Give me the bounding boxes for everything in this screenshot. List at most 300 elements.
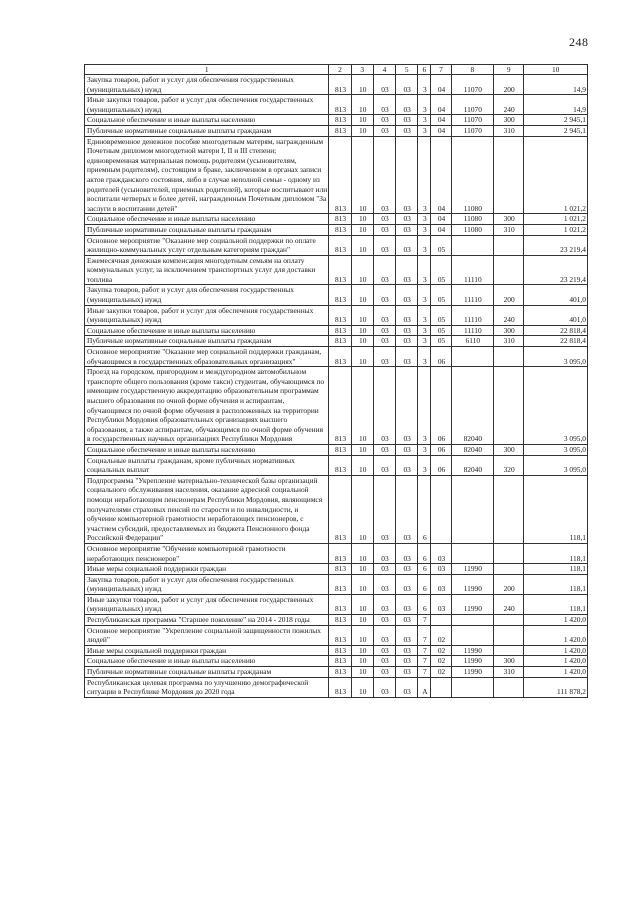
amount-cell: 1 420,0 [524, 645, 588, 656]
header-cell: 4 [373, 65, 395, 75]
expense-type-cell [494, 615, 524, 626]
amount-cell: 401,0 [524, 285, 588, 305]
event-cell: 05 [431, 255, 451, 285]
expense-type-cell: 300 [494, 444, 524, 455]
subprogram-cell: 3 [418, 136, 431, 214]
event-cell: 02 [431, 625, 451, 645]
direction-cell: 11110 [451, 305, 493, 325]
expense-type-cell: 310 [494, 224, 524, 235]
event-cell: 06 [431, 347, 451, 367]
direction-cell: 11070 [451, 95, 493, 115]
expense-type-cell [494, 367, 524, 445]
ministry-code-cell: 813 [329, 667, 351, 678]
event-cell: 04 [431, 125, 451, 136]
section-cell: 10 [351, 564, 373, 575]
event-cell: 05 [431, 336, 451, 347]
table-row [85, 475, 588, 543]
subprogram-cell: 3 [418, 235, 431, 255]
section-cell: 10 [351, 325, 373, 336]
direction-cell [451, 475, 493, 543]
program-cell: 03 [396, 347, 418, 367]
direction-cell: 11080 [451, 224, 493, 235]
table-row [85, 656, 588, 667]
event-cell: 04 [431, 224, 451, 235]
subprogram-cell: 3 [418, 95, 431, 115]
amount-cell: 1 420,0 [524, 667, 588, 678]
table-body [85, 75, 588, 698]
direction-cell: 11990 [451, 645, 493, 656]
subprogram-cell: 3 [418, 325, 431, 336]
event-cell: 04 [431, 95, 451, 115]
program-cell: 03 [396, 656, 418, 667]
direction-cell: 82040 [451, 367, 493, 445]
item-name-cell: Иные закупки товаров, работ и услуг для обеспечения государственных (муниципальных) нужд [85, 594, 329, 614]
direction-cell: 11990 [451, 594, 493, 614]
program-cell: 03 [396, 305, 418, 325]
subprogram-cell: 6 [418, 594, 431, 614]
item-name-cell: Проезд на городском, пригородном и междугородном автомобильном транспорте общего пользования (кроме такси) студентам, обучающимся по имеющим государственную аккредитацию образовательным программам высшего образования по очной форме обучения и аспирантам, обучающимся по очной форме обучения в расположенных на территории Республики Мордовия образовательных организациях высшего образования, а также аспирантам, обучающимся по очной форме обучения в государственных научных организациях Республики Мордовия [85, 367, 329, 445]
item-name-cell: Иные закупки товаров, работ и услуг для обеспечения государственных (муниципальных) нужд [85, 305, 329, 325]
subsection-cell: 03 [373, 214, 395, 225]
item-name-cell: Публичные нормативные социальные выплаты гражданам [85, 125, 329, 136]
header-cell: 7 [431, 65, 451, 75]
section-cell: 10 [351, 645, 373, 656]
subsection-cell: 03 [373, 125, 395, 136]
expense-type-cell [494, 347, 524, 367]
ministry-code-cell: 813 [329, 656, 351, 667]
section-cell: 10 [351, 115, 373, 126]
expense-type-cell [494, 475, 524, 543]
subprogram-cell: 3 [418, 367, 431, 445]
program-cell: 03 [396, 444, 418, 455]
event-cell: 02 [431, 656, 451, 667]
ministry-code-cell: 813 [329, 645, 351, 656]
program-cell: 03 [396, 95, 418, 115]
subprogram-cell: 3 [418, 125, 431, 136]
subsection-cell: 03 [373, 677, 395, 697]
section-cell: 10 [351, 75, 373, 95]
ministry-code-cell: 813 [329, 136, 351, 214]
subsection-cell: 03 [373, 564, 395, 575]
amount-cell: 111 878,2 [524, 677, 588, 697]
subsection-cell: 03 [373, 75, 395, 95]
table-row [85, 667, 588, 678]
program-cell: 03 [396, 367, 418, 445]
subprogram-cell: 3 [418, 214, 431, 225]
direction-cell: 11990 [451, 656, 493, 667]
subprogram-cell: 3 [418, 455, 431, 475]
amount-cell: 2 945,1 [524, 125, 588, 136]
item-name-cell: Социальное обеспечение и иные выплаты населению [85, 325, 329, 336]
subprogram-cell: 6 [418, 543, 431, 563]
program-cell: 03 [396, 543, 418, 563]
amount-cell: 1 420,0 [524, 625, 588, 645]
section-cell: 10 [351, 285, 373, 305]
amount-cell: 401,0 [524, 305, 588, 325]
amount-cell: 118,1 [524, 475, 588, 543]
item-name-cell: Республиканская целевая программа по улучшению демографической ситуации в Республике Мордовия до 2020 года [85, 677, 329, 697]
direction-cell: 11110 [451, 285, 493, 305]
table-row [85, 347, 588, 367]
ministry-code-cell: 813 [329, 543, 351, 563]
expense-type-cell: 310 [494, 336, 524, 347]
subprogram-cell: 3 [418, 336, 431, 347]
ministry-code-cell: 813 [329, 615, 351, 626]
subprogram-cell: 7 [418, 645, 431, 656]
amount-cell: 14,9 [524, 75, 588, 95]
header-cell: 5 [396, 65, 418, 75]
table-row [85, 594, 588, 614]
subprogram-cell: 7 [418, 615, 431, 626]
item-name-cell: Публичные нормативные социальные выплаты гражданам [85, 336, 329, 347]
table-row [85, 95, 588, 115]
subsection-cell: 03 [373, 224, 395, 235]
table-row [85, 255, 588, 285]
header-cell: 6 [418, 65, 431, 75]
subsection-cell: 03 [373, 594, 395, 614]
ministry-code-cell: 813 [329, 255, 351, 285]
item-name-cell: Иные меры социальной поддержки граждан [85, 564, 329, 575]
table-row [85, 677, 588, 697]
table-row [85, 115, 588, 126]
section-cell: 10 [351, 125, 373, 136]
subprogram-cell: 3 [418, 444, 431, 455]
direction-cell: 11990 [451, 667, 493, 678]
section-cell: 10 [351, 594, 373, 614]
ministry-code-cell: 813 [329, 444, 351, 455]
program-cell: 03 [396, 125, 418, 136]
program-cell: 03 [396, 475, 418, 543]
direction-cell [451, 615, 493, 626]
table-row [85, 214, 588, 225]
item-name-cell: Социальные выплаты гражданам, кроме публичных нормативных социальных выплат [85, 455, 329, 475]
ministry-code-cell: 813 [329, 594, 351, 614]
amount-cell: 118,1 [524, 574, 588, 594]
event-cell: 03 [431, 594, 451, 614]
table-row [85, 336, 588, 347]
subprogram-cell: 7 [418, 656, 431, 667]
budget-table [84, 64, 588, 698]
expense-type-cell [494, 677, 524, 697]
program-cell: 03 [396, 75, 418, 95]
subsection-cell: 03 [373, 305, 395, 325]
subsection-cell: 03 [373, 475, 395, 543]
section-cell: 10 [351, 224, 373, 235]
direction-cell: 11080 [451, 136, 493, 214]
amount-cell: 23 219,4 [524, 235, 588, 255]
header-row [85, 65, 588, 75]
item-name-cell: Социальное обеспечение и иные выплаты населению [85, 656, 329, 667]
direction-cell: 11070 [451, 125, 493, 136]
item-name-cell: Публичные нормативные социальные выплаты гражданам [85, 667, 329, 678]
program-cell: 03 [396, 136, 418, 214]
amount-cell: 3 095,0 [524, 455, 588, 475]
section-cell: 10 [351, 347, 373, 367]
amount-cell: 14,9 [524, 95, 588, 115]
subsection-cell: 03 [373, 543, 395, 563]
amount-cell: 22 818,4 [524, 336, 588, 347]
direction-cell: 6110 [451, 336, 493, 347]
header-cell: 8 [451, 65, 493, 75]
amount-cell: 3 095,0 [524, 367, 588, 445]
direction-cell: 11110 [451, 325, 493, 336]
amount-cell: 23 219,4 [524, 255, 588, 285]
subsection-cell: 03 [373, 136, 395, 214]
subsection-cell: 03 [373, 667, 395, 678]
expense-type-cell: 300 [494, 115, 524, 126]
amount-cell: 118,1 [524, 564, 588, 575]
item-name-cell: Основное мероприятие "Оказание мер социальной поддержки по оплате жилищно-коммунальных услуг отдельным категориям граждан" [85, 235, 329, 255]
subsection-cell: 03 [373, 336, 395, 347]
subprogram-cell: 7 [418, 667, 431, 678]
section-cell: 10 [351, 336, 373, 347]
item-name-cell: Закупка товаров, работ и услуг для обеспечения государственных (муниципальных) нужд [85, 574, 329, 594]
expense-type-cell: 300 [494, 325, 524, 336]
expense-type-cell [494, 564, 524, 575]
event-cell: 05 [431, 305, 451, 325]
subsection-cell: 03 [373, 255, 395, 285]
amount-cell: 22 818,4 [524, 325, 588, 336]
item-name-cell: Закупка товаров, работ и услуг для обеспечения государственных (муниципальных) нужд [85, 285, 329, 305]
item-name-cell: Иные меры социальной поддержки граждан [85, 645, 329, 656]
subprogram-cell: А [418, 677, 431, 697]
subprogram-cell: 3 [418, 305, 431, 325]
expense-type-cell: 300 [494, 656, 524, 667]
subprogram-cell: 3 [418, 255, 431, 285]
subsection-cell: 03 [373, 656, 395, 667]
expense-type-cell: 200 [494, 285, 524, 305]
header-cell: 10 [524, 65, 588, 75]
section-cell: 10 [351, 574, 373, 594]
item-name-cell: Единовременное денежное пособие многодетным матерям, награжденным Почетным дипломом многодетной матери I, II и III степени; единовременная материальная помощь родителям (усыновителям, приемным родителям), состоящим в браке, заключенном в органах записи актов гражданского состояния, либо в случае неполной семьи - одному из родителей (усыновителей, приемных родителей), которые воспитывают или воспитали четверых и более детей, награжденным Почетным дипломом "За заслуги в воспитании детей" [85, 136, 329, 214]
expense-type-cell: 240 [494, 305, 524, 325]
item-name-cell: Социальное обеспечение и иные выплаты населению [85, 214, 329, 225]
event-cell: 04 [431, 115, 451, 126]
subsection-cell: 03 [373, 347, 395, 367]
program-cell: 03 [396, 115, 418, 126]
table-row [85, 235, 588, 255]
ministry-code-cell: 813 [329, 367, 351, 445]
event-cell: 05 [431, 235, 451, 255]
section-cell: 10 [351, 305, 373, 325]
expense-type-cell: 240 [494, 594, 524, 614]
expense-type-cell [494, 625, 524, 645]
item-name-cell: Основное мероприятие "Оказание мер социальной поддержки гражданам, обучающимся в государственных образовательных организациях" [85, 347, 329, 367]
direction-cell [451, 677, 493, 697]
ministry-code-cell: 813 [329, 455, 351, 475]
expense-type-cell: 310 [494, 125, 524, 136]
direction-cell: 11070 [451, 115, 493, 126]
event-cell: 02 [431, 667, 451, 678]
item-name-cell: Иные закупки товаров, работ и услуг для обеспечения государственных (муниципальных) нужд [85, 95, 329, 115]
subprogram-cell: 3 [418, 285, 431, 305]
expense-type-cell: 200 [494, 574, 524, 594]
subsection-cell: 03 [373, 325, 395, 336]
amount-cell: 3 095,0 [524, 444, 588, 455]
table-row [85, 444, 588, 455]
direction-cell: 82040 [451, 444, 493, 455]
program-cell: 03 [396, 455, 418, 475]
event-cell: 03 [431, 564, 451, 575]
table-row [85, 367, 588, 445]
direction-cell: 11110 [451, 255, 493, 285]
table-row [85, 564, 588, 575]
event-cell [431, 677, 451, 697]
direction-cell [451, 235, 493, 255]
expense-type-cell: 300 [494, 214, 524, 225]
amount-cell: 1 021,2 [524, 224, 588, 235]
event-cell [431, 615, 451, 626]
ministry-code-cell: 813 [329, 214, 351, 225]
table-row [85, 543, 588, 563]
subsection-cell: 03 [373, 645, 395, 656]
ministry-code-cell: 813 [329, 75, 351, 95]
expense-type-cell: 200 [494, 75, 524, 95]
amount-cell: 3 095,0 [524, 347, 588, 367]
expense-type-cell [494, 235, 524, 255]
section-cell: 10 [351, 543, 373, 563]
program-cell: 03 [396, 594, 418, 614]
program-cell: 03 [396, 667, 418, 678]
table-row [85, 136, 588, 214]
amount-cell: 1 420,0 [524, 615, 588, 626]
event-cell: 06 [431, 444, 451, 455]
item-name-cell: Социальное обеспечение и иные выплаты населению [85, 115, 329, 126]
ministry-code-cell: 813 [329, 325, 351, 336]
expense-type-cell: 320 [494, 455, 524, 475]
subprogram-cell: 3 [418, 224, 431, 235]
amount-cell: 1 021,2 [524, 214, 588, 225]
amount-cell: 1 021,2 [524, 136, 588, 214]
expense-type-cell: 310 [494, 667, 524, 678]
direction-cell: 11990 [451, 574, 493, 594]
program-cell: 03 [396, 285, 418, 305]
ministry-code-cell: 813 [329, 336, 351, 347]
ministry-code-cell: 813 [329, 125, 351, 136]
program-cell: 03 [396, 224, 418, 235]
ministry-code-cell: 813 [329, 475, 351, 543]
section-cell: 10 [351, 475, 373, 543]
subsection-cell: 03 [373, 444, 395, 455]
section-cell: 10 [351, 136, 373, 214]
program-cell: 03 [396, 625, 418, 645]
event-cell: 04 [431, 75, 451, 95]
ministry-code-cell: 813 [329, 95, 351, 115]
item-name-cell: Подпрограмма "Укрепление материально-технической базы организаций социального обслуживания населения, оказание адресной социальной помощи неработающим пенсионерам Республики Мордовия, являющимся получателями страховых пенсий по старости и по инвалидности, и обучение компьютерной грамотности неработающих пенсионеров, с участием субсидий, предоставляемых из бюджета Пенсионного фонда Российской Федерации" [85, 475, 329, 543]
event-cell: 06 [431, 455, 451, 475]
header-cell: 1 [85, 65, 329, 75]
item-name-cell: Публичные нормативные социальные выплаты гражданам [85, 224, 329, 235]
header-cell: 2 [329, 65, 351, 75]
event-cell: 04 [431, 136, 451, 214]
header-cell: 3 [351, 65, 373, 75]
event-cell: 05 [431, 285, 451, 305]
ministry-code-cell: 813 [329, 347, 351, 367]
event-cell: 06 [431, 367, 451, 445]
ministry-code-cell: 813 [329, 115, 351, 126]
item-name-cell: Основное мероприятие "Укрепление социальной защищенности пожилых людей" [85, 625, 329, 645]
ministry-code-cell: 813 [329, 677, 351, 697]
program-cell: 03 [396, 325, 418, 336]
amount-cell: 2 945,1 [524, 115, 588, 126]
event-cell: 03 [431, 574, 451, 594]
expense-type-cell [494, 255, 524, 285]
section-cell: 10 [351, 455, 373, 475]
table-row [85, 325, 588, 336]
item-name-cell: Закупка товаров, работ и услуг для обеспечения государственных (муниципальных) нужд [85, 75, 329, 95]
subprogram-cell: 3 [418, 115, 431, 126]
subsection-cell: 03 [373, 574, 395, 594]
ministry-code-cell: 813 [329, 574, 351, 594]
direction-cell [451, 347, 493, 367]
program-cell: 03 [396, 235, 418, 255]
direction-cell: 11070 [451, 75, 493, 95]
table-row [85, 625, 588, 645]
page-number: 248 [569, 35, 589, 49]
section-cell: 10 [351, 255, 373, 285]
table-row [85, 285, 588, 305]
item-name-cell: Республиканская программа "Старшее поколение" на 2014 - 2018 годы [85, 615, 329, 626]
table-row [85, 645, 588, 656]
program-cell: 03 [396, 336, 418, 347]
section-cell: 10 [351, 444, 373, 455]
section-cell: 10 [351, 214, 373, 225]
expense-type-cell: 240 [494, 95, 524, 115]
program-cell: 03 [396, 645, 418, 656]
ministry-code-cell: 813 [329, 224, 351, 235]
table-row [85, 455, 588, 475]
event-cell: 03 [431, 543, 451, 563]
section-cell: 10 [351, 235, 373, 255]
expense-type-cell [494, 136, 524, 214]
subprogram-cell: 6 [418, 475, 431, 543]
table-header [85, 65, 588, 75]
subsection-cell: 03 [373, 235, 395, 255]
program-cell: 03 [396, 214, 418, 225]
event-cell [431, 475, 451, 543]
subsection-cell: 03 [373, 285, 395, 305]
subsection-cell: 03 [373, 625, 395, 645]
ministry-code-cell: 813 [329, 305, 351, 325]
amount-cell: 118,1 [524, 594, 588, 614]
program-cell: 03 [396, 255, 418, 285]
table-row [85, 125, 588, 136]
item-name-cell: Ежемесячная денежная компенсация многодетным семьям на оплату коммунальных услуг, за исключением транспортных услуг для доставки топлива [85, 255, 329, 285]
header-cell: 9 [494, 65, 524, 75]
expense-type-cell [494, 645, 524, 656]
ministry-code-cell: 813 [329, 625, 351, 645]
direction-cell: 11080 [451, 214, 493, 225]
table-row [85, 305, 588, 325]
event-cell: 02 [431, 645, 451, 656]
expense-type-cell [494, 543, 524, 563]
section-cell: 10 [351, 95, 373, 115]
table-row [85, 224, 588, 235]
direction-cell [451, 543, 493, 563]
section-cell: 10 [351, 615, 373, 626]
subsection-cell: 03 [373, 455, 395, 475]
program-cell: 03 [396, 615, 418, 626]
section-cell: 10 [351, 367, 373, 445]
section-cell: 10 [351, 667, 373, 678]
subsection-cell: 03 [373, 115, 395, 126]
amount-cell: 1 420,0 [524, 656, 588, 667]
item-name-cell: Социальное обеспечение и иные выплаты населению [85, 444, 329, 455]
event-cell: 04 [431, 214, 451, 225]
subprogram-cell: 6 [418, 564, 431, 575]
ministry-code-cell: 813 [329, 235, 351, 255]
subprogram-cell: 3 [418, 347, 431, 367]
